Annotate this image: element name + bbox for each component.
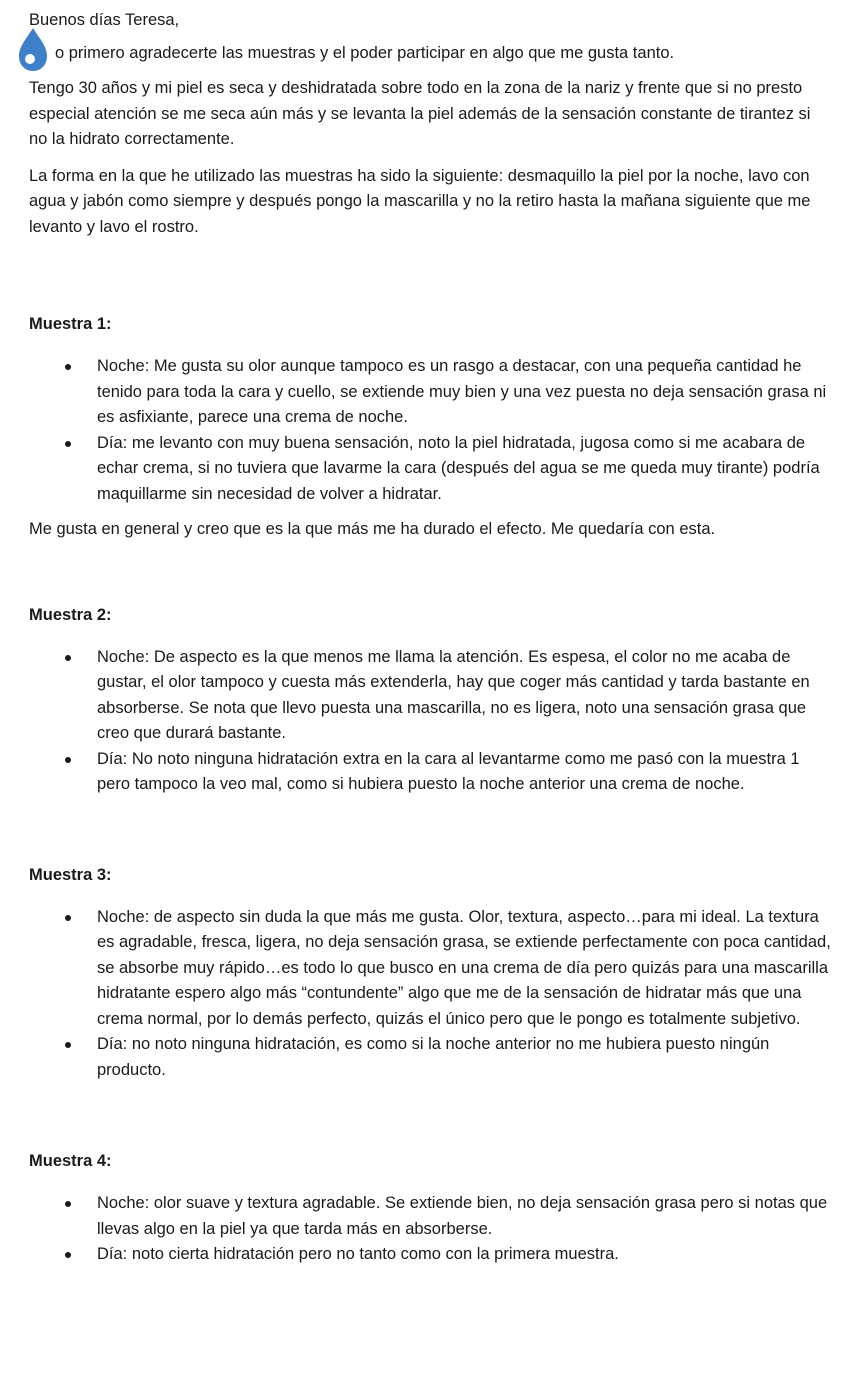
bullet-icon [65, 757, 71, 763]
bullet-icon [65, 915, 71, 921]
water-drop-icon[interactable] [15, 26, 51, 72]
sample-2-day [29, 747, 831, 798]
sample-1-list [29, 354, 831, 507]
sample-2-list [29, 645, 831, 798]
sample-4-section [29, 1149, 831, 1268]
sample-3-list [29, 905, 831, 1084]
bullet-icon [65, 441, 71, 447]
sample-1-section [29, 312, 831, 543]
sample-4-day [29, 1242, 831, 1268]
sample-3-night-text: Noche: de aspecto sin duda la que más me gusta. Olor, textura, aspecto…para mi ideal. La textura es agradable, fresca, ligera, no deja sensación grasa, se extiende perfectamente con poca cantidad, se absorbe muy rápido…es todo lo que busco en una crema de día pero quizás para una mascarilla hidratante espero algo más “contundente” algo que me de la sensación de hidratar más que una crema normal, por lo demás perfecto, quizás el único pero que le pongo es totalmente subjetivo. [97, 907, 831, 1028]
greeting: Buenos días Teresa, [29, 11, 180, 29]
sample-1-night [29, 354, 831, 431]
sample-3-section [29, 863, 831, 1084]
sample-2-day-text: Día: No noto ninguna hidratación extra en la cara al levantarme como me pasó con la muestra 1 pero tampoco la veo mal, como si hubiera puesto la noche anterior una crema de noche. [97, 749, 800, 793]
bullet-icon [65, 1201, 71, 1207]
sample-1-title: Muestra 1: [29, 315, 112, 333]
sample-2-section [29, 603, 831, 798]
sample-2-title: Muestra 2: [29, 605, 112, 624]
sample-4-day-text: Día: noto cierta hidratación pero no tanto como con la primera muestra. [97, 1245, 619, 1263]
sample-3-day-text: Día: no noto ninguna hidratación, es como si la noche anterior no me hubiera puesto ningún producto. [97, 1035, 770, 1079]
sample-1-night-text: Noche: Me gusta su olor aunque tampoco es un rasgo a destacar, con una pequeña cantidad he tenido para toda la cara y cuello, se extiende muy bien y una vez puesta no deja sensación grasa ni es asfixiante, parece una crema de noche. [97, 357, 827, 426]
bullet-icon [65, 1042, 71, 1048]
method-paragraph: La forma en la que he utilizado las muestras ha sido la siguiente: desmaquillo la piel por la noche, lavo con agua y jabón como siempre y después pongo la mascarilla y no la retiro hasta la mañana siguiente que me levanto y lavo el rostro. [29, 166, 811, 236]
sample-4-title: Muestra 4: [29, 1152, 112, 1170]
sample-3-day [29, 1032, 831, 1083]
sample-4-list [29, 1191, 831, 1268]
bullet-icon [65, 655, 71, 661]
sample-3-title: Muestra 3: [29, 865, 112, 884]
sample-4-night-text: Noche: olor suave y textura agradable. Se extiende bien, no deja sensación grasa pero si notas que llevas algo en la piel ya que tarda más en absorberse. [97, 1194, 828, 1238]
sample-3-night [29, 905, 831, 1033]
sample-2-night-text: Noche: De aspecto es la que menos me llama la atención. Es espesa, el color no me acaba de gustar, el olor tampoco y cuesta más extenderla, hay que coger más cantidad y tarda bastante en absorberse. Se nota que llevo puesta una mascarilla, no es ligera, noto una sensación grasa que creo que durará bastante. [97, 647, 810, 742]
intro-line: o primero agradecerte las muestras y el poder participar en algo que me gusta tanto. [55, 44, 675, 62]
skin-paragraph: Tengo 30 años y mi piel es seca y deshidratada sobre todo en la zona de la nariz y frente que si no presto especial atención se me seca aún más y se levanta la piel además de la sensación constante de tirantez si no la hidrato correctamente. [29, 79, 811, 148]
sample-4-night [29, 1191, 831, 1242]
sample-1-summary: Me gusta en general y creo que es la que más me ha durado el efecto. Me quedaría con esta. [29, 520, 716, 538]
intro-line-row [29, 41, 831, 65]
bullet-icon [65, 364, 71, 370]
sample-2-night [29, 645, 831, 747]
bullet-icon [65, 1252, 71, 1258]
sample-1-day-text: Día: me levanto con muy buena sensación, noto la piel hidratada, jugosa como si me acabara de echar crema, si no tuviera que lavarme la cara (después del agua se me queda muy tirante) podría maquillarme sin necesidad de volver a hidratar. [97, 433, 820, 503]
sample-1-day [29, 431, 831, 508]
